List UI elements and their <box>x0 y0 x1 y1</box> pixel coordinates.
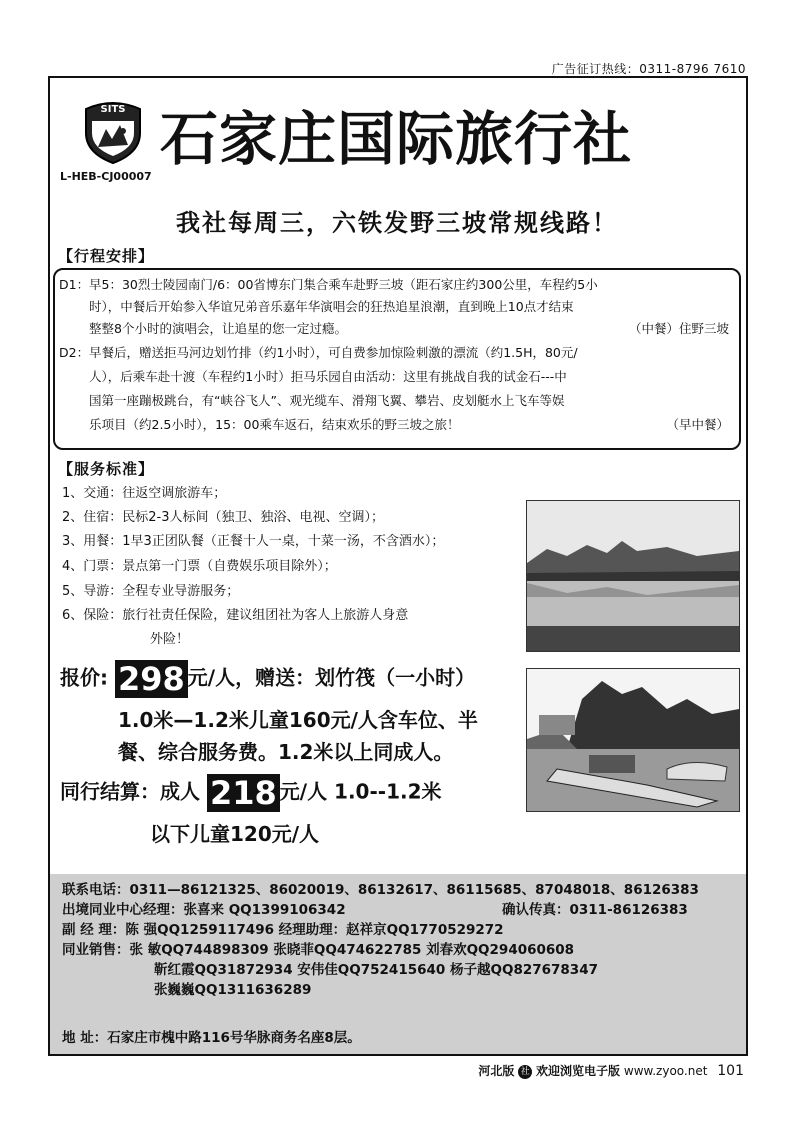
lake-photo <box>526 500 740 652</box>
license-number: L-HEB-CJ00007 <box>60 170 152 183</box>
service-item: 5、导游：全程专业导游服务； <box>62 584 240 599</box>
footer-edition: 河北版 <box>478 1064 515 1078</box>
contact-deputy: 副 经 理：陈 强QQ1259117496 经理助理：赵祥京QQ1770529272 <box>62 922 504 938</box>
child-price-line: 1.0米—1.2米儿童160元/人含车位、半 <box>118 708 478 732</box>
itinerary-box <box>53 268 741 450</box>
service-title: 【服务标准】 <box>58 460 155 478</box>
day1-meal: （中餐）住野三坡 <box>628 321 729 336</box>
day2-tag: D2： <box>59 345 90 360</box>
day1-tag: D1： <box>59 277 90 292</box>
day2-line: 早餐后，赠送拒马河边划竹排（约1小时），可自费参加惊险刺激的漂流（约1.5H，80元/ <box>89 345 578 360</box>
service-item: 6、保险：旅行社责任保险，建议组团社为客人上旅游人身意 <box>62 608 409 623</box>
logo-text: SITS <box>100 104 126 115</box>
itinerary-title: 【行程安排】 <box>58 247 155 265</box>
child-price-line: 餐、综合服务费。1.2米以上同成人。 <box>118 740 454 764</box>
contact-block <box>50 874 746 1020</box>
service-item: 1、交通：往返空调旅游车； <box>62 486 227 501</box>
day2-line: 国第一座蹦极跳台，有“峡谷飞人”、观光缆车、滑翔飞翼、攀岩、皮划艇水上飞车等娱 <box>89 393 565 408</box>
service-item: 3、用餐：1早3正团队餐（正餐十人一桌，十菜一汤，不含酒水）； <box>62 534 445 549</box>
day1-line: 整整8个小时的演唱会，让追星的您一定过瘾。 <box>89 321 347 336</box>
contact-address: 地 址：石家庄市槐中路116号华脉商务名座8层。 <box>62 1030 361 1046</box>
day2-meal: （早中餐） <box>666 417 729 432</box>
contact-sales: 同业销售：张 敏QQ744898309 张晓菲QQ474622785 刘春欢QQ294060608 <box>62 942 575 958</box>
company-name: 石家庄国际旅行社 <box>160 105 633 173</box>
peer-label: 同行结算：成人 <box>60 779 200 804</box>
headline: 我社每周三，六铁发野三坡常规线路！ <box>176 209 618 237</box>
day1-line: 时），中餐后开始参入华谊兄弟音乐嘉年华演唱会的狂热追星浪潮，直到晚上10点才结束 <box>89 299 574 314</box>
address-block <box>50 1020 746 1054</box>
contact-manager: 出境同业中心经理：张喜来 QQ1399106342 <box>62 902 346 918</box>
river-landscape-image <box>527 669 739 811</box>
river-boat-photo <box>526 668 740 812</box>
contact-fax: 确认传真：0311-86126383 <box>502 902 688 918</box>
price-row <box>60 660 475 698</box>
service-item: 4、门票：景点第一门票（自费娱乐项目除外）； <box>62 559 337 574</box>
lake-landscape-image <box>527 501 739 651</box>
peer-price-row <box>60 774 442 812</box>
peer-unit: 元/人 1.0--1.2米 <box>279 779 442 804</box>
footer-badge-icon: 社 <box>518 1065 532 1079</box>
page-footer <box>478 1062 744 1079</box>
peer-child-price: 以下儿童120元/人 <box>150 822 320 846</box>
price-amount: 298 <box>115 660 188 698</box>
ad-hotline: 广告征订热线：0311-8796 7610 <box>551 62 746 76</box>
day1-line: 早5：30烈士陵园南门/6：00省博东门集合乘车赴野三坡（距石家庄约300公里，车程约5小 <box>89 277 598 292</box>
day2-line: 乐项目（约2.5小时），15：00乘车返石，结束欢乐的野三坡之旅！ <box>89 417 460 432</box>
company-logo <box>82 95 144 165</box>
service-item-continued: 外险！ <box>150 632 190 647</box>
footer-url[interactable]: www.zyoo.net <box>623 1064 708 1078</box>
price-unit-gift: 元/人，赠送：划竹筏（一小时） <box>187 665 476 690</box>
price-label: 报价: <box>60 665 108 690</box>
peer-amount: 218 <box>207 774 280 812</box>
footer-welcome: 欢迎浏览电子版 <box>536 1064 621 1078</box>
day2-line: 人），后乘车赴十渡（车程约1小时）拒马乐园自由活动：这里有挑战自我的试金石---中 <box>89 369 567 384</box>
service-item: 2、住宿：民标2-3人标间（独卫、独浴、电视、空调）； <box>62 510 385 525</box>
contact-sales: 张巍巍QQ1311636289 <box>154 982 312 998</box>
contact-phone: 联系电话：0311—86121325、86020019、86132617、86115685、87048018、86126383 <box>62 882 699 898</box>
page-number: 101 <box>717 1063 744 1079</box>
contact-sales: 靳红霞QQ31872934 安伟佳QQ752415640 杨子越QQ827678347 <box>154 962 598 978</box>
